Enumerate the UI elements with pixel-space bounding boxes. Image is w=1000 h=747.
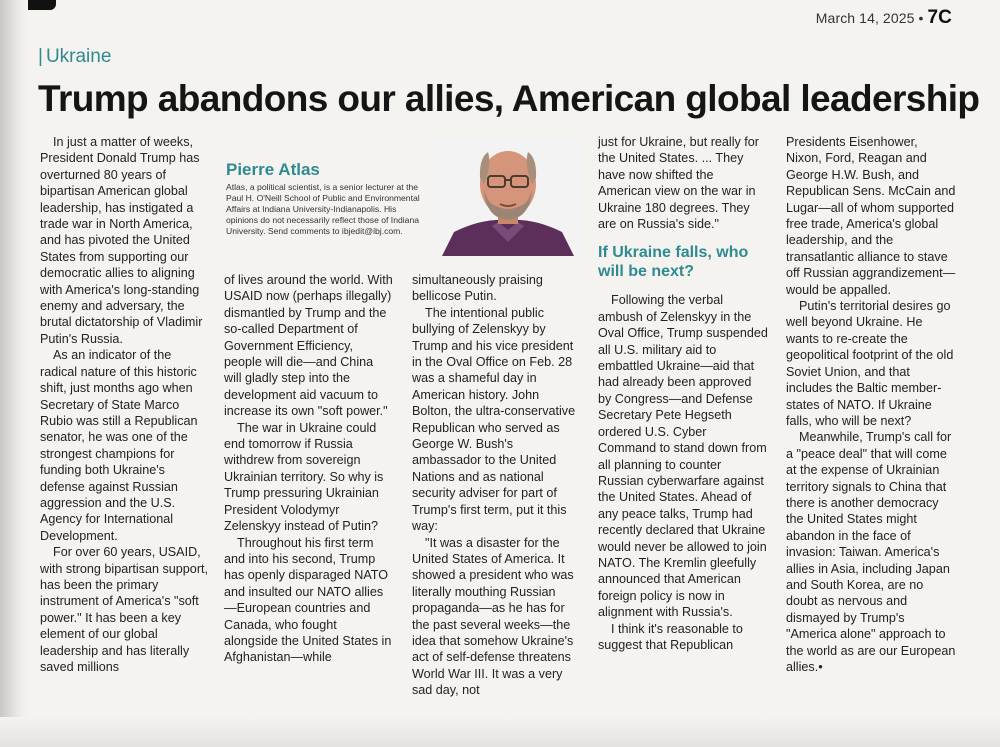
headline: Trump abandons our allies, American global leadership xyxy=(38,78,980,119)
headshot-illustration xyxy=(432,138,584,256)
paragraph: For over 60 years, USAID, with strong bipartisan support, has been the primary instrument of America's "soft power." It has been a key element of our global leadership and has literally saved millions xyxy=(40,545,209,674)
paragraph: Throughout his first term and into his second, Trump has openly disparaged NATO and insulted our NATO allies—European countries and Canada, who fought alongside the United States in Afghanistan—while xyxy=(224,535,392,665)
author-bio xyxy=(226,182,426,237)
paragraph: The war in Ukraine could end tomorrow if Russia withdrew from sovereign Ukrainian territory. So why is Trump pressuring Ukrainian President Volodymyr Zelenskyy instead of Putin? xyxy=(224,420,384,534)
author-contact: Send comments to ibjedit@ibj.com. xyxy=(267,226,403,236)
column-3 xyxy=(412,272,580,699)
column-5 xyxy=(786,134,956,675)
paragraph: Presidents Eisenhower, Nixon, Ford, Reagan and George H.W. Bush, and Republican Sens. McCain and Lugar—all of whom supported free trade, America's global leadership, and the transatlantic alliance to stave off Russian aggrandizement—would be appalled. xyxy=(786,135,956,297)
paragraph: As an indicator of the radical nature of this historic shift, just months ago when Secretary of State Marco Rubio was still a Republican senator, he was one of the strongest champions for funding both Ukraine's defense against Russian aggression and the U.S. Agency for International Development. xyxy=(40,348,198,543)
folio xyxy=(816,7,952,29)
paragraph: of lives around the world. With USAID now (perhaps illegally) dismantled by Trump and the so-called Department of Government Efficiency, people will die—and China will gladly step into the development aid vacuum to increase its own "soft power." xyxy=(224,273,393,419)
column-1 xyxy=(40,134,208,675)
paragraph: just for Ukraine, but really for the United States. ... They have now shifted the American view on the war in Ukraine 180 degrees. They are on Russia's side." xyxy=(598,135,759,232)
paragraph: The intentional public bullying of Zelenskyy by Trump and his vice president in the Oval Office on Feb. 28 was a shameful day in American history. John Bolton, the ultra-conservative Republican who served as George W. Bush's ambassador to the United Nations and as national security adviser for part of Trump's first term, put it this way: xyxy=(412,305,576,534)
paragraph: In just a matter of weeks, President Donald Trump has overturned 80 years of bipartisan American global leadership, has instigated a trade war in North America, and has pivoted the United States from supporting our democratic allies to aligning with America's long-standing enemy and adversary, the brutal dictatorship of Vladimir Putin's Russia. xyxy=(40,135,203,346)
author-headshot-icon xyxy=(432,138,584,256)
folio-page-number: 7C xyxy=(927,7,952,28)
section-label: Ukraine xyxy=(45,46,112,67)
paragraph: simultaneously praising bellicose Putin. xyxy=(412,273,543,304)
folio-separator: • xyxy=(918,10,924,26)
column-4 xyxy=(598,134,768,653)
page-binding-shadow xyxy=(0,0,28,747)
author-box xyxy=(224,138,584,258)
column-2 xyxy=(224,272,394,666)
paragraph: Putin's territorial desires go well beyond Ukraine. He wants to re-create the geopolitical footprint of the old Soviet Union, and that includes the Baltic member-states of NATO. If Ukraine falls, who will be next? xyxy=(786,299,954,428)
folio-date: March 14, 2025 xyxy=(815,10,915,26)
author-name: Pierre Atlas xyxy=(226,160,320,179)
paragraph: I think it's reasonable to suggest that Republican xyxy=(598,621,743,652)
paragraph: Following the verbal ambush of Zelenskyy in the Oval Office, Trump suspended all U.S. military aid to embattled Ukraine—aid that had already been approved by Congress—and Defense Secretary Pete Hegseth ordered U.S. Cyber Command to stand down from all planning to counter Russian cyberwarfare against the United States. Ahead of any peace talks, Trump had recently declared that Ukraine would never be allowed to join NATO. The Kremlin gleefully announced that American foreign policy is now in alignment with Russia's. xyxy=(598,293,768,620)
section-kicker xyxy=(38,46,111,68)
page-bottom-shadow xyxy=(0,717,1000,747)
subhead: If Ukraine falls, who will be next? xyxy=(598,244,749,281)
kicker-bar: | xyxy=(38,46,43,67)
author-bio-text: Atlas, a political scientist, is a senior lecturer at the Paul H. O'Neill School of Public and Environmental Affairs at Indiana University-Indianapolis. His opinions do not necessarily reflect those of Indiana University. xyxy=(226,182,420,236)
paragraph: Meanwhile, Trump's call for a "peace deal" that will come at the expense of Ukrainian territory signals to China that there is another democracy the United States might abandon in the face of invasion: Taiwan. America's allies in Asia, including Japan and South Korea, are no doubt as nervous and dismayed by Trump's "America alone" approach to the world as are our European allies.• xyxy=(786,430,956,674)
paragraph: "It was a disaster for the United States of America. It showed a president who was literally mouthing Russian propaganda—as he has for the past several weeks—the idea that somehow Ukraine's act of self-defense threatens World War III. It was a very sad day, not xyxy=(412,535,574,698)
